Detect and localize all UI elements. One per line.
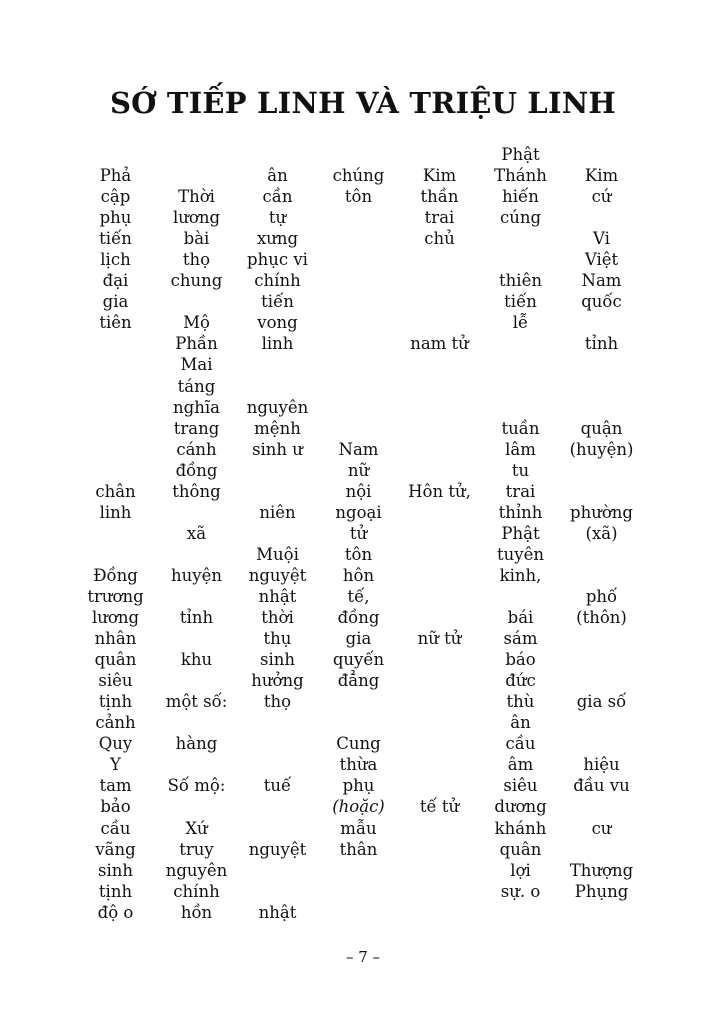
- column-1-word: độ o: [97, 902, 134, 922]
- column-3-word: nguyệt: [248, 839, 307, 859]
- column-3-word: sinh ư: [252, 439, 303, 459]
- column-1-word: tịnh: [98, 881, 133, 901]
- column-5-word: trai: [424, 208, 455, 228]
- column-7-word: hiệu: [583, 755, 620, 775]
- column-7-word: tỉnh: [584, 334, 619, 354]
- column-7-word: Nam: [581, 271, 622, 291]
- column-2-word: huyện: [171, 565, 222, 585]
- column-1-word: tam: [99, 776, 132, 796]
- column-4-word: mẫu: [340, 818, 377, 838]
- column-3-word: vong: [257, 313, 298, 333]
- column-4-word: (hoặc): [332, 797, 385, 817]
- column-7-word: Phụng: [574, 881, 629, 901]
- column-1-word: trương: [87, 586, 144, 606]
- column-6-word: âm: [507, 755, 534, 775]
- column-7-word: Thượng: [569, 860, 634, 880]
- column-4-word: chúng: [332, 166, 385, 186]
- column-3-word: linh: [261, 334, 294, 354]
- column-1-word: gia: [102, 292, 129, 312]
- text-column-5: [399, 144, 480, 923]
- column-1-word: tiến: [99, 229, 132, 249]
- column-2-word: thọ: [182, 250, 211, 270]
- column-2-word: bài: [183, 229, 210, 249]
- column-1-word: Phả: [99, 166, 132, 186]
- column-2-word: truy: [179, 839, 214, 859]
- column-5-word: tế tử: [419, 797, 460, 817]
- column-6-word: sám: [503, 629, 538, 649]
- column-1-word: cảnh: [95, 713, 136, 733]
- column-1-word: đại: [102, 271, 129, 291]
- column-4-word: đồng: [337, 608, 380, 628]
- column-4-word: ngoại: [335, 502, 382, 522]
- column-2-word: cánh: [176, 439, 217, 459]
- column-7-word: Việt: [584, 250, 619, 270]
- column-3-word: Muội: [256, 544, 299, 564]
- column-3-word: sinh: [260, 650, 295, 670]
- column-1-word: Đồng: [93, 565, 138, 585]
- column-2-word: một số:: [165, 692, 228, 712]
- column-1-word: Y: [110, 755, 121, 775]
- column-7-word: (xã): [585, 523, 618, 543]
- text-column-6: [480, 144, 561, 923]
- column-6-word: lễ: [512, 313, 529, 333]
- column-2-word: hàng: [175, 734, 218, 754]
- column-7-word: đầu vu: [573, 776, 630, 796]
- column-2-word: hồn: [180, 902, 213, 922]
- column-7-word: quốc: [581, 292, 622, 312]
- column-5-word: Hôn tử,: [408, 481, 471, 501]
- column-6-word: tuần: [501, 418, 540, 438]
- page-title: SỚ TIẾP LINH VÀ TRIỆU LINH: [109, 86, 617, 120]
- column-6-word: đức: [505, 671, 536, 691]
- column-1-word: bảo: [100, 797, 131, 817]
- column-7-word: phường: [570, 502, 633, 522]
- column-3-word: tuế: [263, 776, 292, 796]
- column-1-word: lương: [91, 608, 140, 628]
- column-2-word: Số mộ:: [167, 776, 226, 796]
- column-2-word: xã: [186, 523, 207, 543]
- column-1-word: phụ: [99, 208, 132, 228]
- column-6-word: thỉnh: [498, 502, 543, 522]
- column-3-word: thụ: [263, 629, 292, 649]
- column-5-word: thần: [420, 187, 459, 207]
- column-6-word: Phật: [501, 523, 540, 543]
- column-3-word: tiến: [261, 292, 294, 312]
- column-2-word: chung: [170, 271, 223, 291]
- column-6-word: cầu: [505, 734, 536, 754]
- text-column-4: [318, 144, 399, 923]
- column-7-word: cư: [591, 818, 612, 838]
- column-4-word: thân: [339, 839, 378, 859]
- column-6-word: cúng: [499, 208, 542, 228]
- column-6-word: sự. o: [500, 881, 541, 901]
- column-7-word: (huyện): [569, 439, 634, 459]
- column-5-word: nữ tử: [417, 629, 462, 649]
- column-2-word: khu: [180, 650, 213, 670]
- column-3-word: xưng: [256, 229, 299, 249]
- column-4-word: gia: [345, 629, 372, 649]
- column-2-word: lương: [172, 208, 221, 228]
- column-1-word: linh: [99, 502, 132, 522]
- column-2-word: trang: [173, 418, 220, 438]
- column-1-word: cầu: [100, 818, 131, 838]
- column-1-word: cập: [100, 187, 131, 207]
- column-4-word: Nam: [338, 439, 379, 459]
- column-6-word: dương: [494, 797, 547, 817]
- page-number: – 7 –: [345, 948, 381, 966]
- column-6-word: lâm: [505, 439, 536, 459]
- column-1-word: siêu: [98, 671, 133, 691]
- column-7-word: Vi: [593, 229, 610, 249]
- column-2-word: Mai: [180, 355, 213, 375]
- column-2-word: Phần: [175, 334, 218, 354]
- text-column-7: [561, 144, 642, 923]
- column-5-word: chủ: [424, 229, 455, 249]
- column-2-word: táng: [177, 376, 216, 396]
- column-4-word: thừa: [339, 755, 378, 775]
- column-4-word: tôn: [344, 187, 373, 207]
- column-6-word: Thánh: [494, 166, 547, 186]
- column-3-word: nguyên: [246, 397, 309, 417]
- column-7-word: gia số: [576, 692, 627, 712]
- column-6-word: trai: [505, 481, 536, 501]
- column-2-word: chính: [173, 881, 220, 901]
- column-6-word: tu: [511, 460, 530, 480]
- column-3-word: mệnh: [254, 418, 301, 438]
- column-7-word: Kim: [584, 166, 619, 186]
- column-1-word: chân: [95, 481, 136, 501]
- column-1-word: tịnh: [98, 692, 133, 712]
- text-column-2: [156, 144, 237, 923]
- column-6-word: bái: [507, 608, 534, 628]
- column-3-word: chính: [254, 271, 301, 291]
- column-2-word: nghĩa: [173, 397, 220, 417]
- column-3-word: thời: [261, 608, 294, 628]
- column-5-word: Kim: [422, 166, 457, 186]
- column-3-word: tự: [268, 208, 287, 228]
- column-6-word: lợi: [510, 860, 531, 880]
- column-1-word: vãng: [95, 839, 136, 859]
- column-2-word: Mộ: [183, 313, 210, 333]
- column-2-word: thông: [172, 481, 221, 501]
- column-5-word: nam tử: [410, 334, 469, 354]
- column-1-word: sinh: [98, 860, 133, 880]
- column-4-word: phụ: [342, 776, 375, 796]
- column-1-word: quân: [94, 650, 137, 670]
- column-6-word: ân: [510, 713, 531, 733]
- column-3-word: thọ: [263, 692, 292, 712]
- text-column-3: [237, 144, 318, 923]
- column-4-word: nội: [345, 481, 372, 501]
- column-2-word: đồng: [175, 460, 218, 480]
- column-3-word: niên: [259, 502, 296, 522]
- column-6-word: hiến: [502, 187, 539, 207]
- column-4-word: tế,: [347, 586, 370, 606]
- column-6-word: kinh,: [499, 565, 542, 585]
- column-3-word: ân: [267, 166, 288, 186]
- column-1-word: Quy: [98, 734, 133, 754]
- column-4-word: đẳng: [337, 671, 380, 691]
- column-6-word: thiên: [499, 271, 542, 291]
- column-2-word: Thời: [178, 187, 215, 207]
- column-2-word: nguyên: [165, 860, 228, 880]
- column-6-word: siêu: [503, 776, 538, 796]
- column-3-word: cần: [262, 187, 293, 207]
- column-4-word: tử: [349, 523, 368, 543]
- column-3-word: nhật: [258, 902, 297, 922]
- column-6-word: Phật: [501, 145, 540, 164]
- column-3-word: hưởng: [251, 671, 304, 691]
- column-2-word: Xứ: [185, 818, 208, 838]
- column-4-word: quyến: [332, 650, 385, 670]
- column-7-word: (thôn): [576, 608, 627, 628]
- column-6-word: tuyên: [497, 544, 544, 564]
- column-1-word: lịch: [100, 250, 131, 270]
- column-4-word: hôn: [342, 565, 375, 585]
- column-4-word: Cung: [336, 734, 381, 754]
- column-3-word: nguyệt: [248, 565, 307, 585]
- column-6-word: quân: [499, 839, 542, 859]
- column-4-word: tôn: [344, 544, 373, 564]
- column-1-word: tiên: [99, 313, 132, 333]
- column-3-word: phục vi: [247, 250, 308, 270]
- column-3-word: nhật: [258, 586, 297, 606]
- column-6-word: tiến: [504, 292, 537, 312]
- vertical-text-columns: [75, 144, 642, 923]
- text-column-1: [75, 144, 156, 923]
- column-6-word: khánh: [494, 818, 547, 838]
- column-6-word: thù: [506, 692, 535, 712]
- column-7-word: quận: [580, 418, 623, 438]
- column-7-word: phố: [585, 586, 618, 606]
- column-1-word: nhân: [94, 629, 137, 649]
- column-7-word: cứ: [591, 187, 612, 207]
- column-6-word: báo: [505, 650, 536, 670]
- column-4-word: nữ: [347, 460, 370, 480]
- column-2-word: tỉnh: [179, 608, 214, 628]
